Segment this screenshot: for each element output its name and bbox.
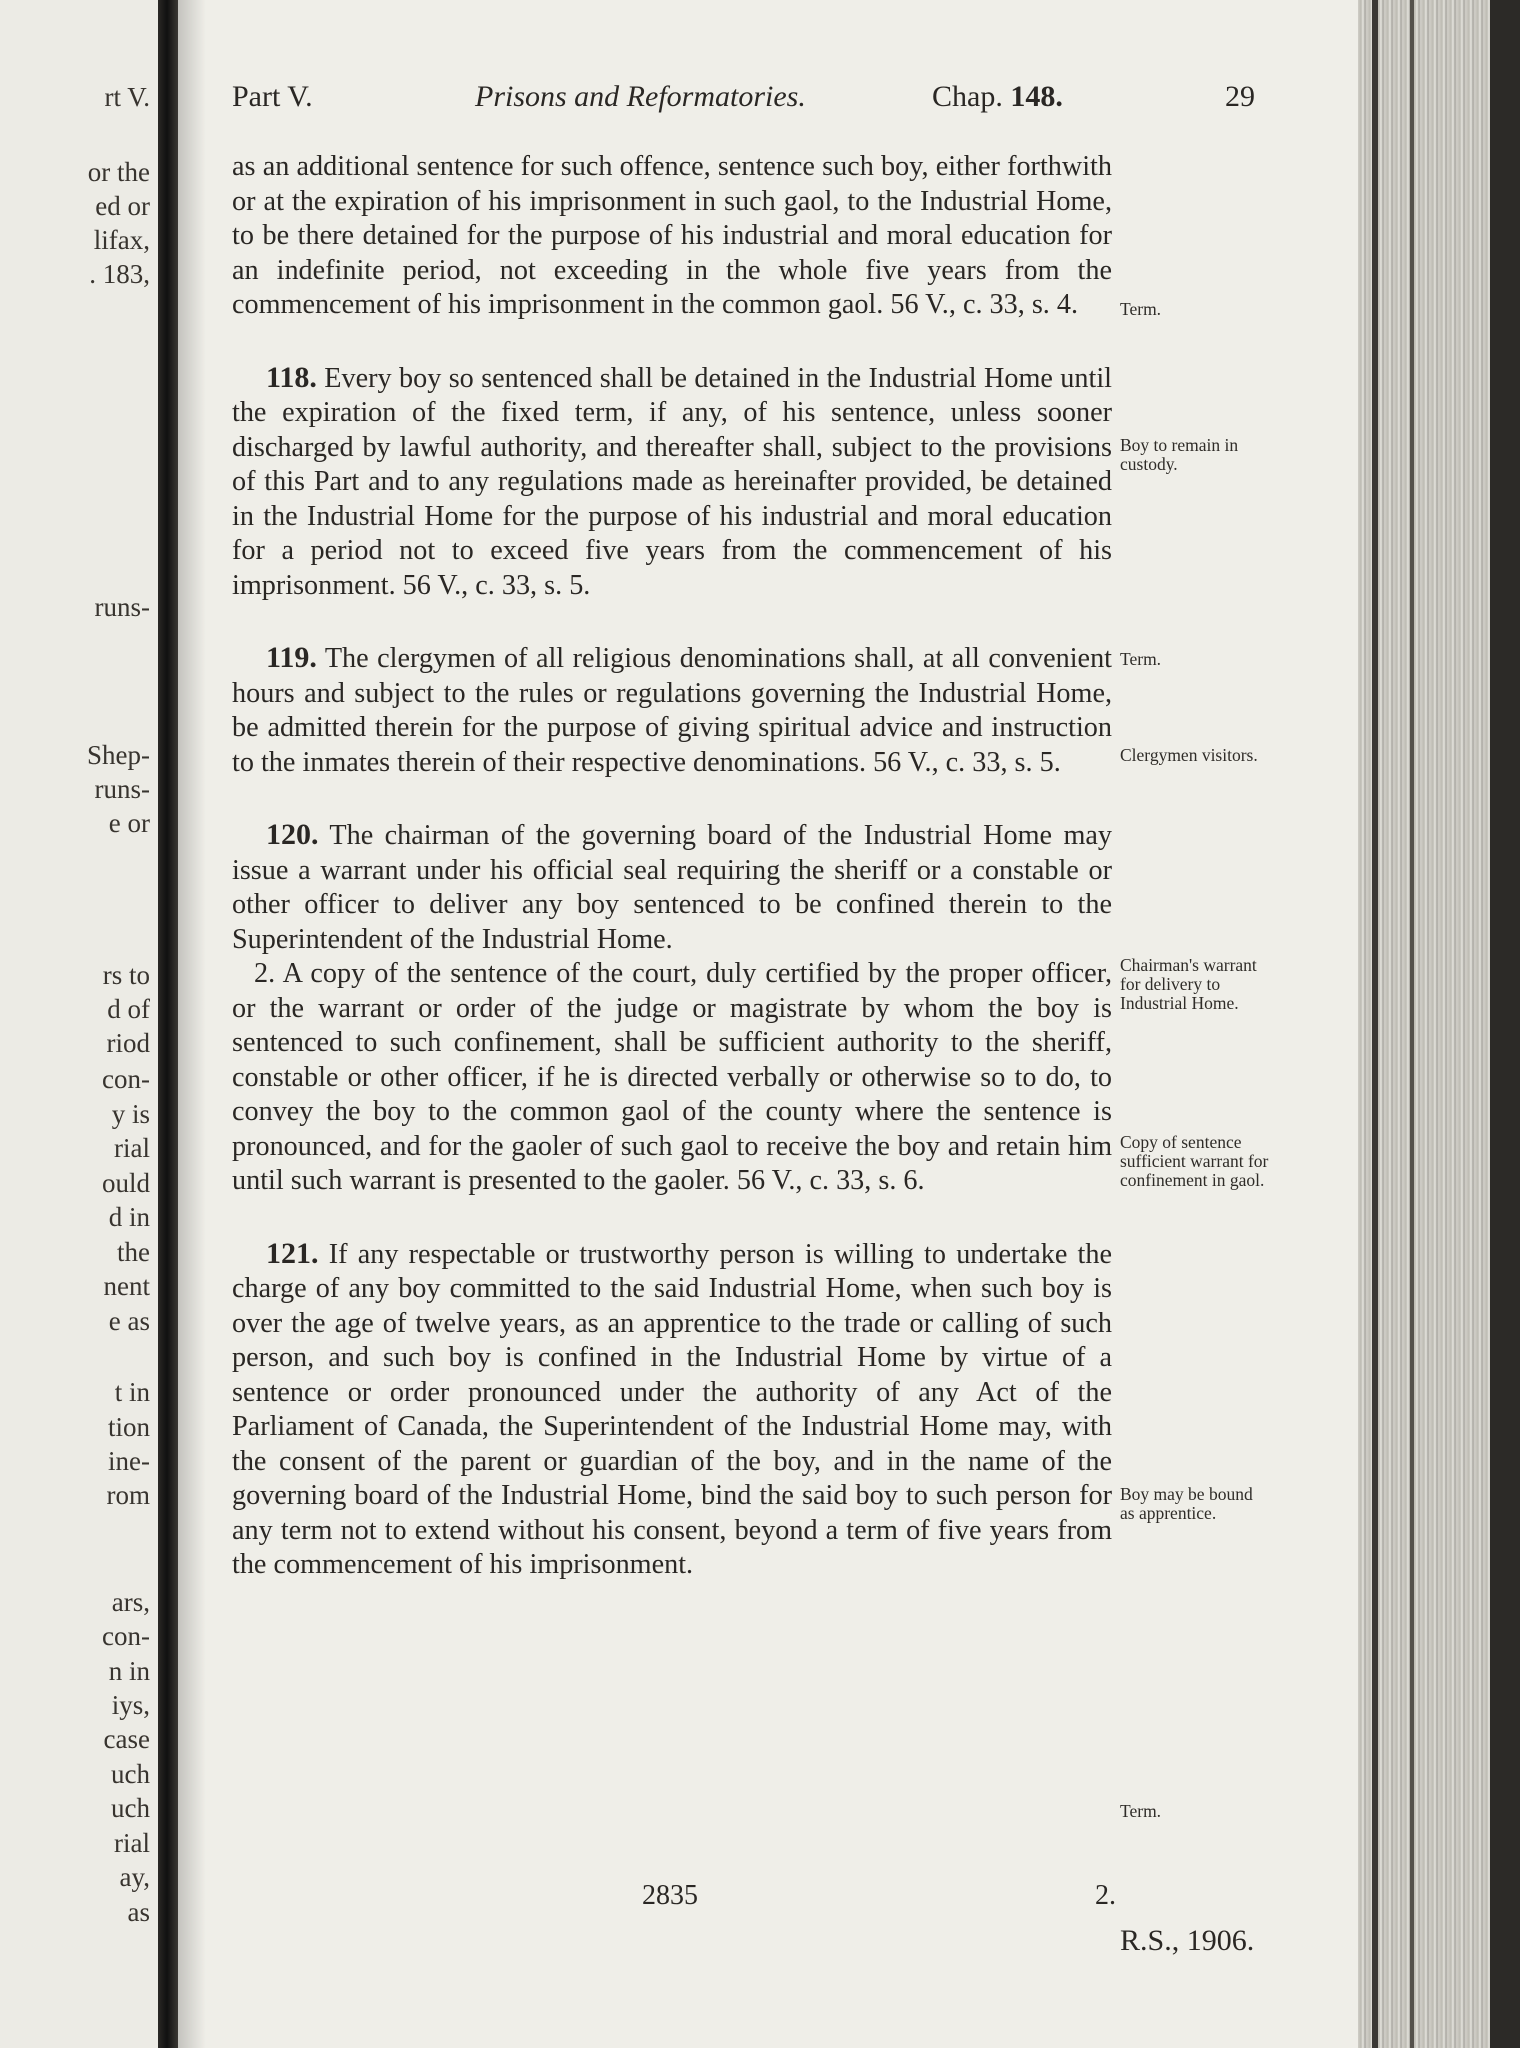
left-page-fragment: uch (111, 1759, 150, 1789)
left-page-fragment: t in (114, 1377, 150, 1407)
left-page-fragment: y is (111, 1099, 150, 1129)
section-119 (232, 641, 1112, 780)
left-page-fragment: the (117, 1237, 150, 1267)
section-text: The chairman of the governing board of the Industrial Home may issue a warrant under his official seal requiring the sheriff or a constable or other officer to deliver any boy sentenced to be confined therein to the Superintendent of the Industrial Home. (232, 820, 1112, 955)
left-page-fragment: or the (87, 157, 150, 187)
left-page-fragment: nent (103, 1271, 150, 1301)
left-page-fragment: lifax, (93, 225, 150, 255)
section-number: 118. (266, 360, 317, 394)
left-page-fragment: con- (102, 1621, 150, 1651)
left-page-fragment: riod (106, 1028, 150, 1058)
section-number: 121. (266, 1236, 319, 1270)
left-page-fragment: rs to (102, 960, 150, 990)
left-page-fragment: ed or (95, 191, 150, 221)
footer-signature: 2. (1095, 1880, 1116, 1911)
section-number: 119. (266, 641, 317, 674)
footer-edition: R.S., 1906. (1120, 1924, 1255, 1957)
left-page-fragment: rom (106, 1480, 150, 1510)
book-edge-line (1410, 0, 1414, 2048)
section-118 (232, 361, 1112, 604)
left-page-fragment: case (103, 1724, 150, 1754)
left-page-fragment: tion (107, 1412, 150, 1442)
margin-note-apprentice: Boy may be bound as apprentice. (1120, 1484, 1253, 1523)
margin-note-copy-sentence: Copy of sentence sufficient warrant for confinement in gaol. (1120, 1132, 1269, 1190)
section-120-subsection-2: 2. A copy of the sentence of the court, duly certified by the proper officer, or the warrant or order of the judge or magistrate by whom the boy is sentenced to such confinement, shall be sufficient authority to the sheriff, constable or other officer, if he is directed verbally or otherwise so to do, to convey the boy to the common gaol of the county where the sentence is pronounced, and for the gaoler of such gaol to receive the boy and retain him until such warrant is presented to the gaoler. 56 V., c. 33, s. 6. (232, 958, 1112, 1196)
section-121 (232, 1237, 1112, 1583)
body-text (232, 150, 1112, 1583)
margin-note-clergymen: Clergymen visitors. (1120, 745, 1258, 765)
left-page-fragment: rial (114, 1828, 150, 1858)
margin-note-term-2: Term. (1120, 649, 1162, 669)
left-page-fragment: d of (107, 994, 150, 1024)
running-head-title: Prisons and Reformatories. (475, 80, 806, 113)
section-text: Every boy so sentenced shall be detained in the Industrial Home until the expiration of the fixed term, if any, of his sentence, unless sooner discharged by lawful authority, and thereafter shall, subject to the provisions of this Part and to any regulations made as hereinafter provided, be detained in the Industrial Home for the purpose of his industrial and moral education for a period not to exceed five years from the commencement of his imprisonment. 56 V., c. 33, s. 5. (232, 362, 1112, 601)
left-page-fragment: uch (111, 1793, 150, 1823)
left-page-fragment: con- (102, 1064, 150, 1094)
footer-page-number: 2835 (642, 1880, 698, 1911)
left-page-fragment: ine- (108, 1446, 150, 1476)
margin-note-term-3: Term. (1120, 1801, 1162, 1821)
section-number: 120. (266, 818, 319, 851)
left-page-fragment: ould (101, 1168, 150, 1198)
margin-note-boy-custody: Boy to remain in custody. (1120, 435, 1239, 474)
margin-note-term-1: Term. (1120, 299, 1162, 319)
section-text: If any respectable or trustworthy person is willing to undertake the charge of any boy committed to the said Industrial Home, when such boy is over the age of twelve years, as an apprentice to the trade or calling of such person, and such boy is confined in the Industrial Home by virtue of a sentence or order pronounced under the authority of any Act of the Parliament of Canada, the Superintendent of the Industrial Home may, with the consent of the parent or guardian of the boy, and in the name of the governing board of the Industrial Home, bind the said boy to such person for any term not to extend without his consent, beyond a term of five years from the commencement of his imprisonment. (232, 1238, 1112, 1580)
book-edge-line (1372, 0, 1378, 2048)
book-gutter (158, 0, 178, 2048)
section-120 (232, 818, 1112, 957)
left-page-fragment: as (127, 1897, 150, 1927)
left-page-fragment: n in (108, 1656, 150, 1686)
left-facing-page (0, 0, 158, 2048)
left-page-fragment: ay, (119, 1862, 150, 1892)
running-head-part: Part V. (232, 80, 313, 113)
page-number: 29 (1225, 80, 1255, 113)
left-page-fragment: e or (108, 808, 150, 838)
margin-note-chairmans-warrant: Chairman's warrant for delivery to Industrial Home. (1120, 955, 1257, 1013)
book-edge-line (1490, 0, 1520, 2048)
left-page-fragment: d in (108, 1202, 150, 1232)
left-page-fragment: runs- (94, 774, 150, 804)
left-page-fragment: Shep- (87, 740, 150, 770)
left-page-fragment: rt V. (104, 82, 150, 112)
left-page-fragment: e as (108, 1306, 150, 1336)
left-page-fragment: iys, (111, 1690, 150, 1720)
left-page-fragment: ars, (111, 1587, 150, 1617)
running-head-chapter (932, 80, 1063, 114)
chapter-number: 148. (1010, 80, 1063, 113)
left-page-fragment: rial (114, 1133, 150, 1163)
left-page-fragment: runs- (94, 592, 150, 622)
chapter-prefix: Chap. (932, 80, 1003, 113)
page-shadow (178, 0, 206, 2048)
left-page-fragment: . 183, (89, 259, 150, 289)
continued-paragraph: as an additional sentence for such offence, sentence such boy, either forthwith or at the expiration of his imprisonment in such gaol, to the Industrial Home, to be there detained for the purpose of his industrial and moral education for an indefinite period, not exceeding in the whole five years from the commencement of his imprisonment in the common gaol. 56 V., c. 33, s. 4. (232, 151, 1112, 320)
section-text: The clergymen of all religious denominations shall, at all convenient hours and subject to the rules or regulations governing the Industrial Home, be admitted therein for the purpose of giving spiritual advice and instruction to the inmates therein of their respective denominations. 56 V., c. 33, s. 5. (232, 643, 1112, 778)
